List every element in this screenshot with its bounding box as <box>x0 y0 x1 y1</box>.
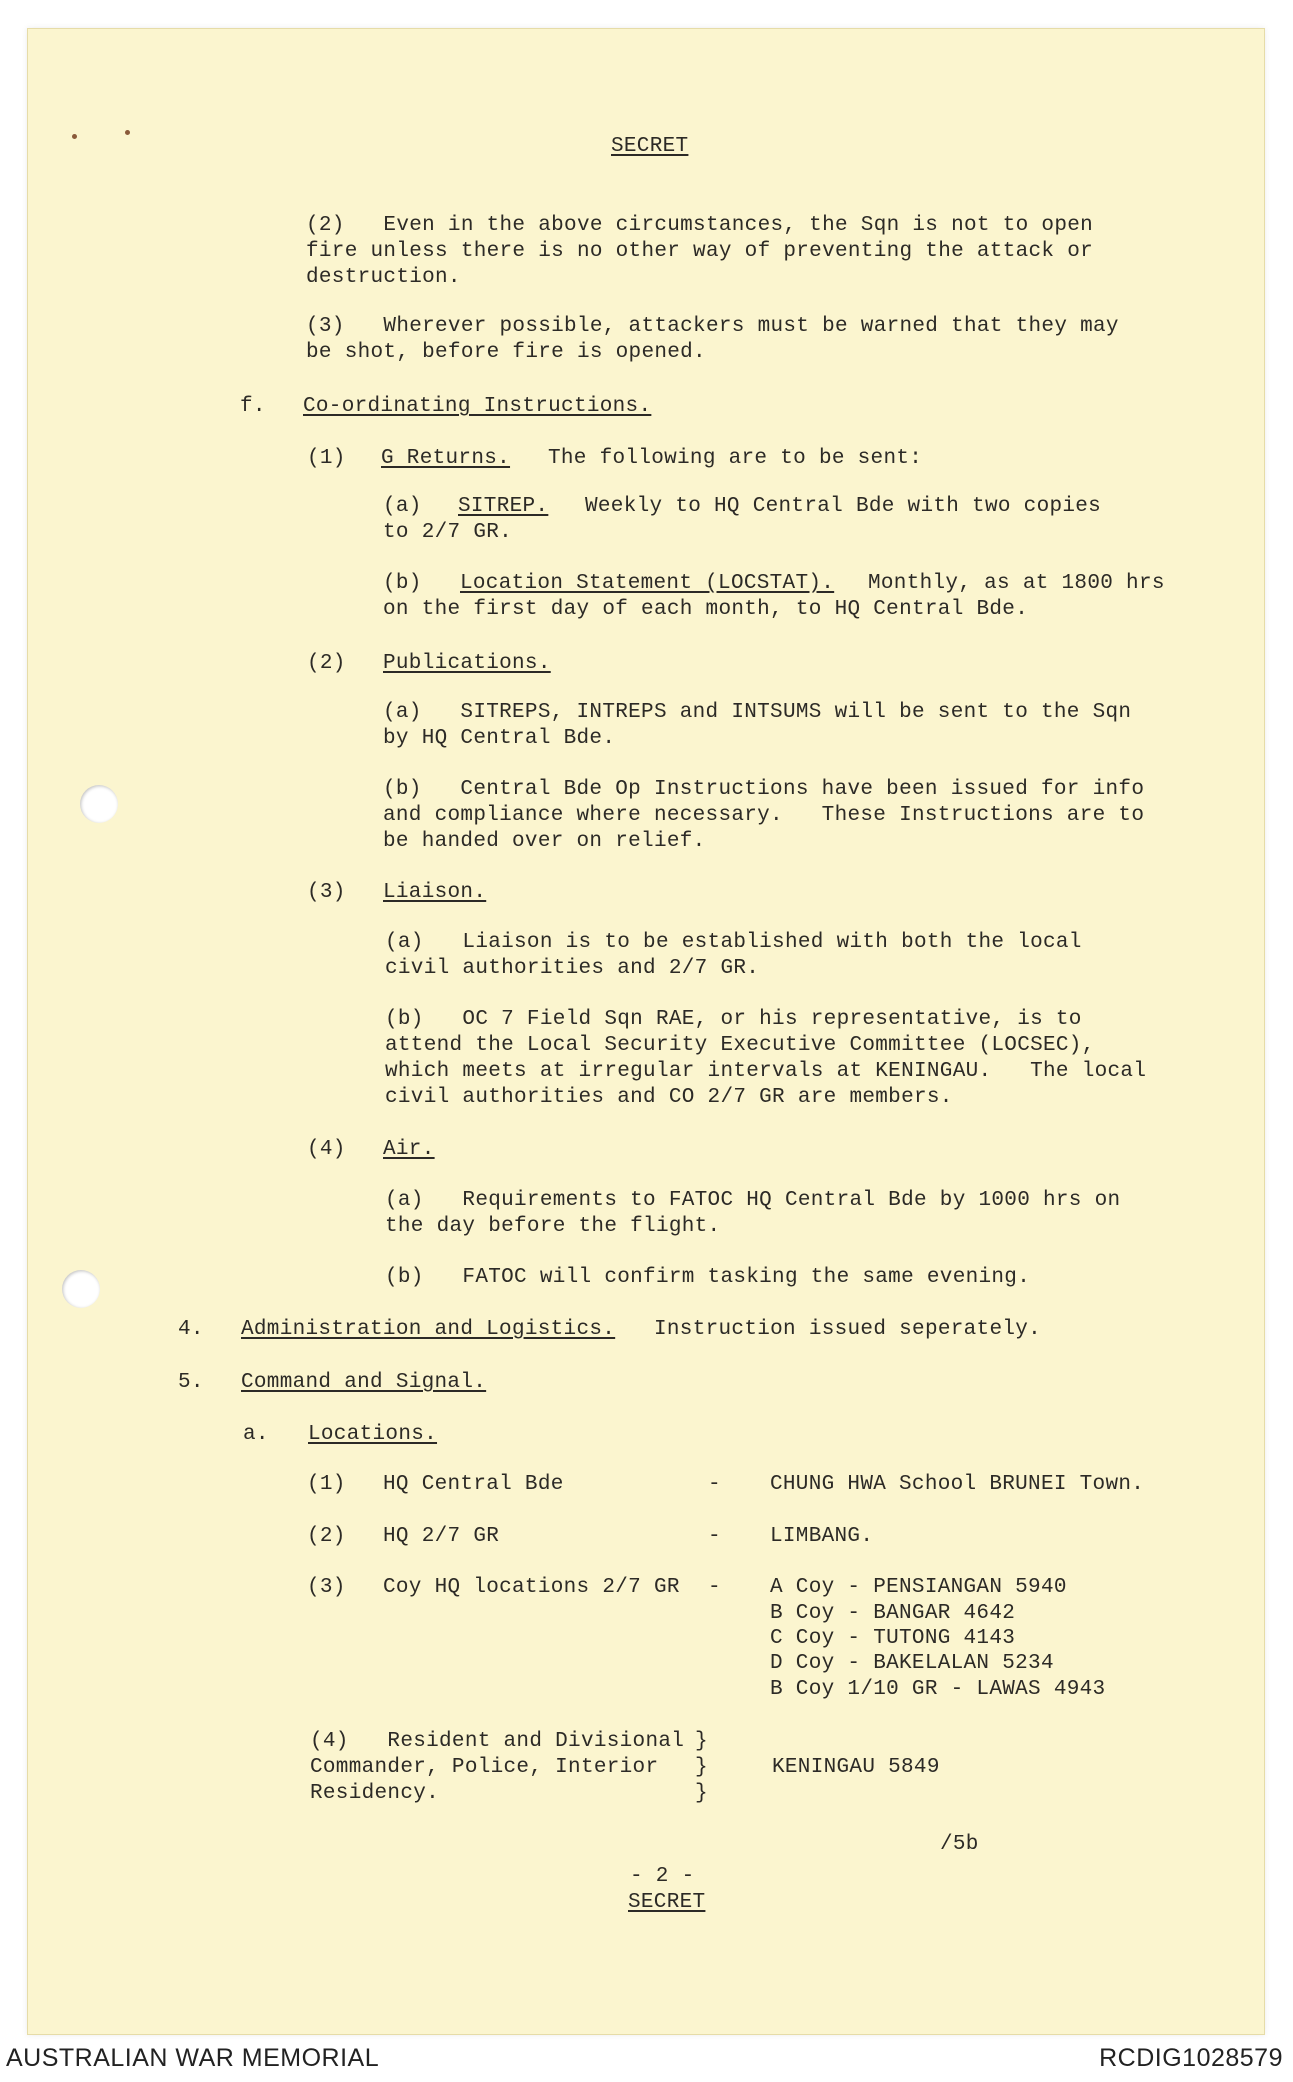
section-f-number: f. <box>240 395 266 418</box>
sitrep-number: (a) <box>383 495 422 518</box>
section-f-title: Co-ordinating Instructions. <box>303 395 652 418</box>
classification-footer: SECRET <box>628 1891 706 1914</box>
g-returns-title: G Returns. <box>381 447 511 470</box>
archive-label-left: AUSTRALIAN WAR MEMORIAL <box>6 2044 380 2072</box>
locstat-number: (b) <box>383 572 422 595</box>
location-row-2-number: (2) <box>307 1525 346 1548</box>
para-3-line-2: be shot, before fire is opened. <box>306 341 706 364</box>
para-2-line-3: destruction. <box>306 266 461 289</box>
punch-hole <box>80 785 118 823</box>
locstat-cont: on the first day of each month, to HQ Central Bde. <box>383 598 1029 621</box>
location-row-1-value: CHUNG HWA School BRUNEI Town. <box>770 1473 1145 1496</box>
punch-hole <box>62 1270 100 1308</box>
liaison-b-line-2: attend the Local Security Executive Committee (LOCSEC), <box>385 1034 1095 1057</box>
publications-b-line-3: be handed over on relief. <box>383 830 706 853</box>
para-3-line-1: (3) Wherever possible, attackers must be warned that they may <box>306 315 1119 338</box>
liaison-a-line-2: civil authorities and 2/7 GR. <box>385 957 760 980</box>
location-row-1-label: HQ Central Bde <box>383 1473 564 1496</box>
continuation-marker: /5b <box>940 1833 979 1856</box>
section-4-text: Instruction issued seperately. <box>654 1318 1042 1341</box>
liaison-title: Liaison. <box>383 881 487 904</box>
air-a-line-2: the day before the flight. <box>385 1215 721 1238</box>
para-2-line-2: fire unless there is no other way of preventing the attack or <box>306 240 1094 263</box>
publications-number: (2) <box>307 652 346 675</box>
air-number: (4) <box>307 1138 346 1161</box>
brace-1: } <box>695 1730 708 1753</box>
location-row-4-value: KENINGAU 5849 <box>772 1756 940 1779</box>
g-returns-number: (1) <box>307 447 346 470</box>
publications-a-line-2: by HQ Central Bde. <box>383 727 616 750</box>
location-row-3-value: A Coy - PENSIANGAN 5940 <box>770 1576 1067 1599</box>
location-row-4-line-1: (4) Resident and Divisional <box>310 1730 685 1753</box>
sitrep-text: Weekly to HQ Central Bde with two copies <box>585 495 1102 518</box>
location-row-3-dash: - <box>708 1576 721 1599</box>
section-4-number: 4. <box>178 1318 204 1341</box>
archive-label-right: RCDIG1028579 <box>1099 2044 1283 2072</box>
paper-stain <box>125 130 130 135</box>
location-row-2-value: LIMBANG. <box>770 1525 874 1548</box>
coy-line-c: C Coy - TUTONG 4143 <box>770 1627 1016 1650</box>
location-row-2-label: HQ 2/7 GR <box>383 1525 500 1548</box>
locstat-text: Monthly, as at 1800 hrs <box>868 572 1165 595</box>
paper-stain <box>72 134 77 139</box>
classification-header: SECRET <box>611 135 689 158</box>
locations-number: a. <box>243 1423 269 1446</box>
air-a-line-1: (a) Requirements to FATOC HQ Central Bde by 1000 hrs on <box>385 1189 1121 1212</box>
sitrep-title: SITREP. <box>458 495 549 518</box>
location-row-3-number: (3) <box>307 1576 346 1599</box>
liaison-b-line-1: (b) OC 7 Field Sqn RAE, or his representative, is to <box>385 1008 1082 1031</box>
g-returns-text: The following are to be sent: <box>548 447 923 470</box>
location-row-1-number: (1) <box>307 1473 346 1496</box>
coy-line-b-1-10: B Coy 1/10 GR - LAWAS 4943 <box>770 1678 1106 1701</box>
air-title: Air. <box>383 1138 435 1161</box>
coy-line-b: B Coy - BANGAR 4642 <box>770 1602 1016 1625</box>
brace-3: } <box>695 1782 708 1805</box>
locstat-title: Location Statement (LOCSTAT). <box>460 572 835 595</box>
location-row-4-line-2: Commander, Police, Interior <box>310 1756 659 1779</box>
para-2-line-1: (2) Even in the above circumstances, the Sqn is not to open <box>306 214 1094 237</box>
publications-b-line-2: and compliance where necessary. These Instructions are to <box>383 804 1145 827</box>
section-5-title: Command and Signal. <box>241 1371 487 1394</box>
page-number: - 2 - <box>630 1865 695 1888</box>
section-5-number: 5. <box>178 1371 204 1394</box>
section-4-title: Administration and Logistics. <box>241 1318 616 1341</box>
location-row-3-label: Coy HQ locations 2/7 GR <box>383 1576 680 1599</box>
liaison-number: (3) <box>307 881 346 904</box>
publications-b-line-1: (b) Central Bde Op Instructions have been issued for info <box>383 778 1145 801</box>
brace-2: } <box>695 1756 708 1779</box>
liaison-b-line-4: civil authorities and CO 2/7 GR are members. <box>385 1086 953 1109</box>
liaison-a-line-1: (a) Liaison is to be established with both the local <box>385 931 1082 954</box>
liaison-b-line-3: which meets at irregular intervals at KENINGAU. The local <box>385 1060 1147 1083</box>
location-row-1-dash: - <box>708 1473 721 1496</box>
location-row-2-dash: - <box>708 1525 721 1548</box>
sitrep-cont: to 2/7 GR. <box>383 521 513 544</box>
publications-title: Publications. <box>383 652 551 675</box>
locations-title: Locations. <box>308 1423 438 1446</box>
location-row-4-line-3: Residency. <box>310 1782 440 1805</box>
publications-a-line-1: (a) SITREPS, INTREPS and INTSUMS will be sent to the Sqn <box>383 701 1132 724</box>
coy-line-d: D Coy - BAKELALAN 5234 <box>770 1652 1054 1675</box>
air-b: (b) FATOC will confirm tasking the same evening. <box>385 1266 1031 1289</box>
